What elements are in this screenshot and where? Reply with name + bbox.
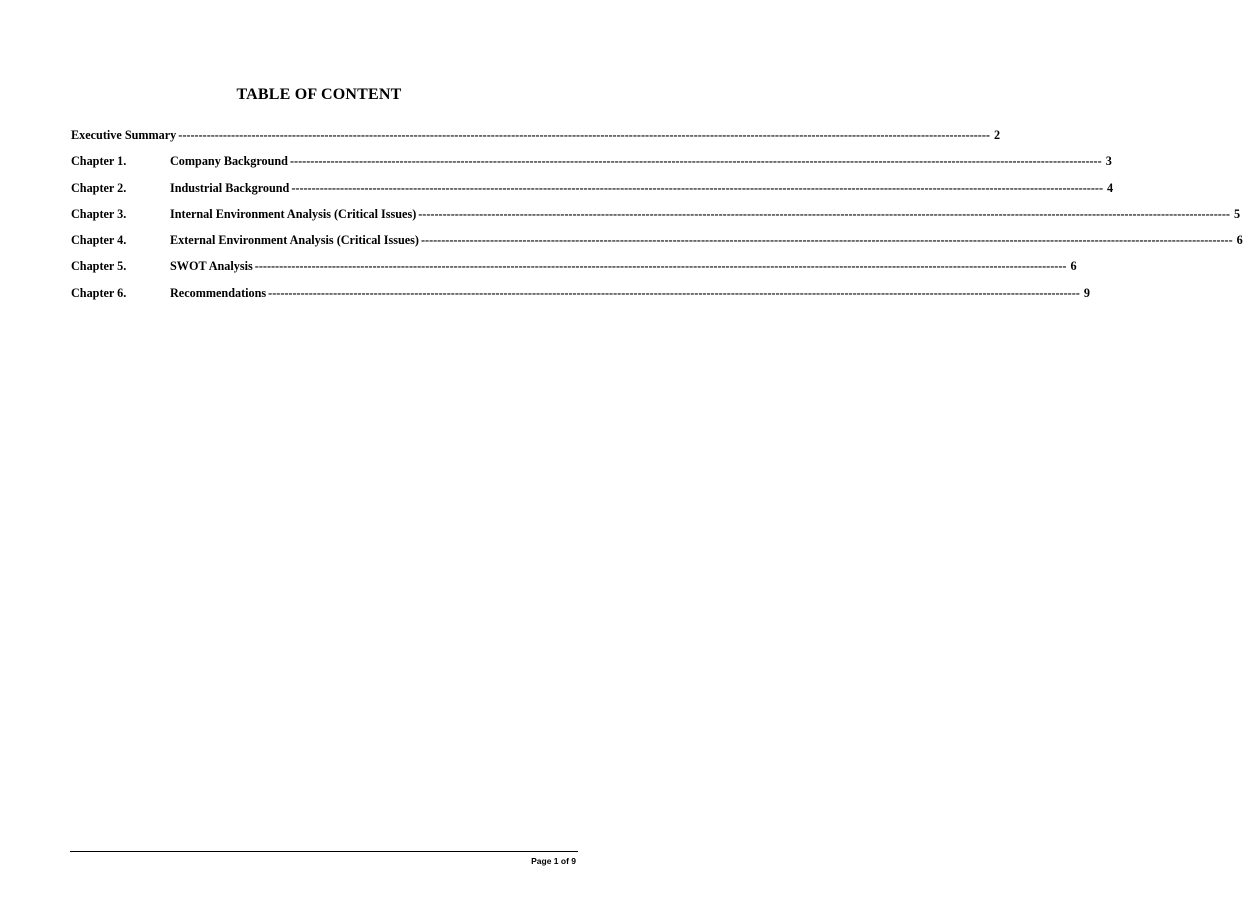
toc-entry-chapter-2[interactable] bbox=[71, 180, 1114, 207]
toc-page-number: 3 bbox=[1105, 154, 1112, 169]
toc-leader: -------------------------------------------------------------------------------------------------------------------------------------------------------------------------------------------------------- bbox=[254, 259, 1067, 274]
toc-entry-title: Company Background bbox=[170, 154, 288, 169]
toc-page-number: 2 bbox=[994, 128, 1001, 142]
toc-page-number: 5 bbox=[1233, 206, 1241, 221]
toc-page-number: 6 bbox=[1236, 233, 1243, 248]
toc-leader: -------------------------------------------------------------------------------------------------------------------------------------------------------------------------------------------------------- bbox=[418, 206, 1230, 221]
toc-chapter-number: Chapter 4. bbox=[71, 233, 127, 248]
toc-chapter-number: Chapter 1. bbox=[71, 154, 127, 169]
toc-title: TABLE OF CONTENT bbox=[236, 86, 402, 103]
toc-list bbox=[71, 128, 1243, 312]
toc-entry-title: Executive Summary bbox=[71, 128, 177, 142]
toc-page-number: 9 bbox=[1083, 285, 1090, 300]
toc-entry-chapter-6[interactable] bbox=[71, 285, 1090, 312]
toc-entry-chapter-3[interactable] bbox=[71, 206, 1241, 233]
toc-entry-chapter-1[interactable] bbox=[71, 154, 1112, 180]
toc-leader: -------------------------------------------------------------------------------------------------------------------------------------------------------------------------------------------------------- bbox=[291, 180, 1104, 195]
toc-leader: -------------------------------------------------------------------------------------------------------------------------------------------------------------------------------------------------------- bbox=[420, 233, 1233, 248]
toc-leader: -------------------------------------------------------------------------------------------------------------------------------------------------------------------------------------------------------- bbox=[289, 154, 1102, 169]
toc-entry-title: Recommendations bbox=[170, 285, 267, 300]
toc-entry-title: External Environment Analysis (Critical Issues) bbox=[170, 233, 419, 248]
toc-chapter-number: Chapter 6. bbox=[71, 285, 127, 300]
toc-chapter-number: Chapter 3. bbox=[71, 206, 127, 221]
toc-entry-title: Industrial Background bbox=[170, 180, 290, 195]
toc-page-number: 4 bbox=[1107, 180, 1114, 195]
toc-leader: -------------------------------------------------------------------------------------------------------------------------------------------------------------------------------------------------------- bbox=[178, 128, 990, 142]
toc-chapter-number: Chapter 5. bbox=[71, 259, 127, 274]
toc-entry-chapter-5[interactable] bbox=[71, 259, 1077, 285]
toc-entry-chapter-4[interactable] bbox=[71, 233, 1243, 259]
toc-leader: -------------------------------------------------------------------------------------------------------------------------------------------------------------------------------------------------------- bbox=[268, 285, 1080, 300]
footer-divider bbox=[70, 851, 578, 852]
toc-entry-title: Internal Environment Analysis (Critical Issues) bbox=[170, 206, 417, 221]
footer-page-number: Page 1 of 9 bbox=[531, 856, 576, 866]
toc-chapter-number: Chapter 2. bbox=[71, 180, 127, 195]
toc-page-number: 6 bbox=[1070, 259, 1077, 274]
toc-entry-executive-summary[interactable] bbox=[71, 128, 1001, 154]
toc-entry-title: SWOT Analysis bbox=[170, 259, 253, 274]
